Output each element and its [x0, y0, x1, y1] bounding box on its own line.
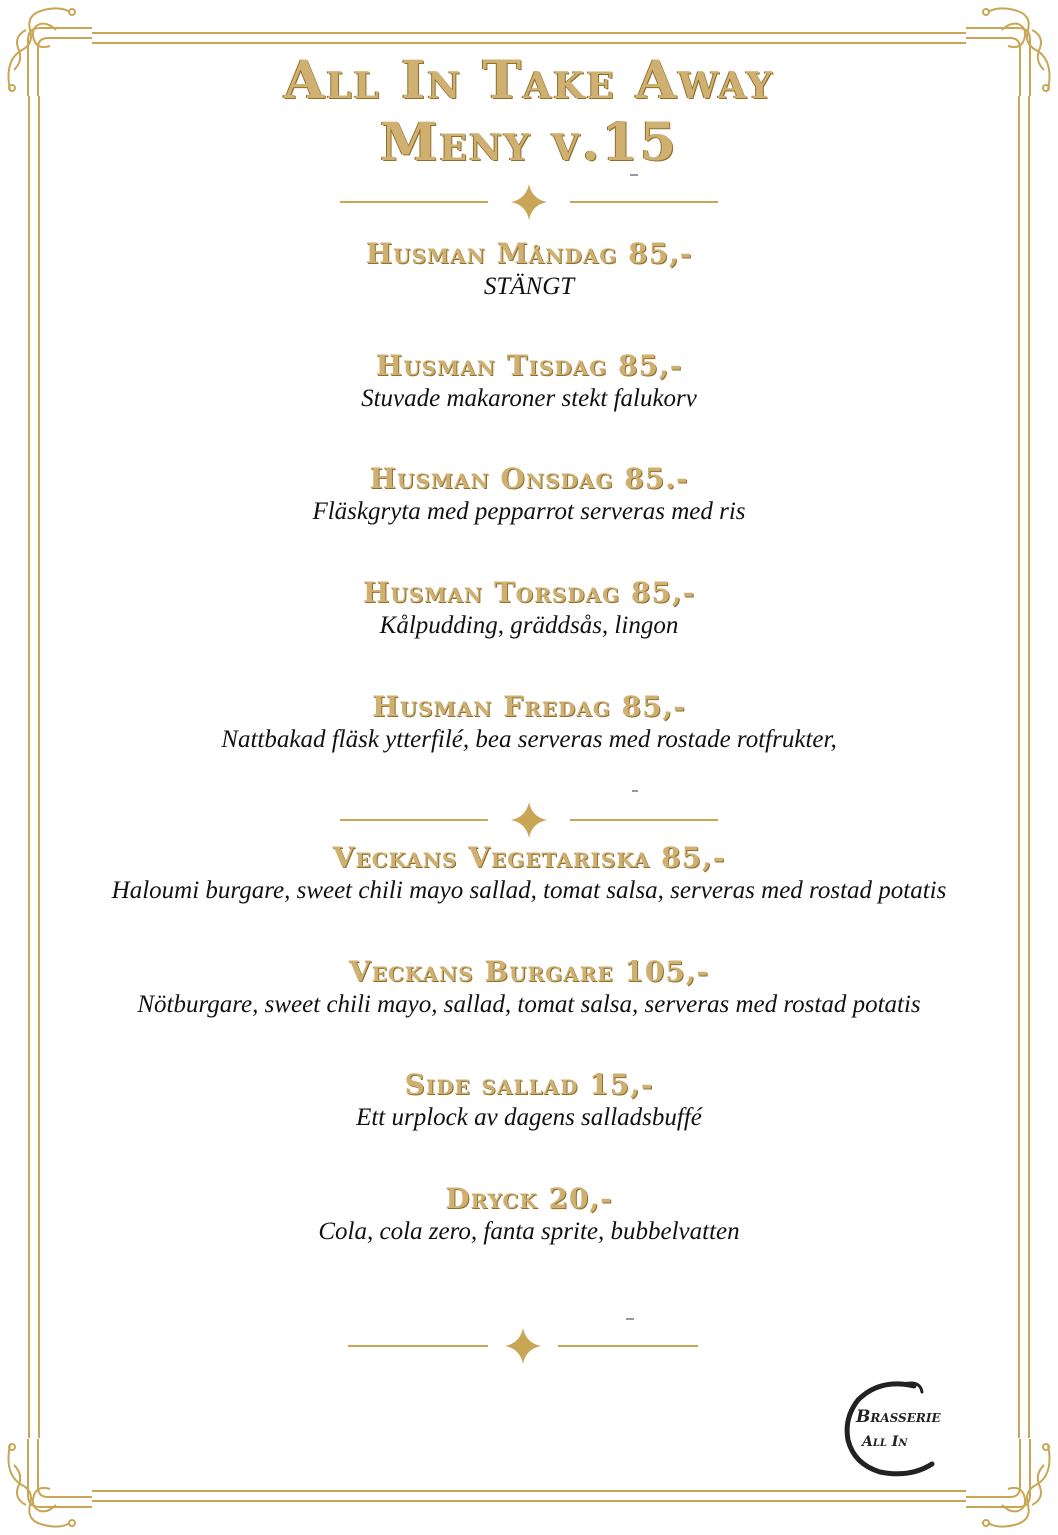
menu-item-thursday: [0, 576, 1058, 642]
menu-item-description: Stuvade makaroner stekt falukorv: [361, 385, 697, 412]
brasserie-logo: [840, 1378, 958, 1478]
menu-item-description: Kålpudding, gräddsås, lingon: [379, 612, 679, 639]
menu-item-vegetarian: [0, 841, 1058, 907]
frame-bottom-inner: [92, 1490, 966, 1492]
menu-item-monday: [0, 237, 1058, 303]
frame-bottom-outer: [92, 1500, 966, 1502]
menu-item-heading: Husman Onsdag 85.-: [369, 462, 689, 495]
menu-item-heading: Husman Fredag 85,-: [372, 690, 686, 723]
menu-item-heading: Husman Tisdag 85,-: [375, 349, 683, 382]
menu-item-description: Ett urplock av dagens salladsbuffé: [356, 1104, 702, 1131]
menu-item-heading: Side sallad 15,-: [404, 1068, 654, 1101]
stray-mark: [632, 790, 638, 792]
menu-item-friday: [0, 690, 1058, 756]
menu-item-description: Haloumi burgare, sweet chili mayo sallad, tomat salsa, serveras med rostad potatis: [111, 877, 947, 904]
menu-item-heading: Husman Torsdag 85,-: [362, 576, 696, 609]
logo-line1: Brasserie: [856, 1407, 941, 1427]
menu-item-description: STÄNGT: [483, 273, 575, 300]
menu-item-description: Fläskgryta med pepparrot serveras med ris: [312, 498, 746, 525]
page-subtitle: Meny v.15: [379, 112, 679, 173]
frame-top-outer: [92, 32, 966, 34]
menu-item-description: Cola, cola zero, fanta sprite, bubbelvatten: [318, 1218, 740, 1245]
stray-mark: [630, 174, 638, 176]
menu-item-heading: Dryck 20,-: [445, 1182, 613, 1215]
menu-item-tuesday: [0, 349, 1058, 415]
menu-item-drink: [0, 1182, 1058, 1248]
divider-star-bottom: [340, 1326, 718, 1366]
divider-star-middle: [340, 800, 718, 840]
logo-line2: All In: [862, 1434, 908, 1450]
menu-item-side-salad: [0, 1068, 1058, 1134]
menu-item-description: Nattbakad fläsk ytterfilé, bea serveras med rostade rotfrukter,: [221, 726, 837, 753]
stray-mark: [626, 1318, 634, 1320]
menu-item-burger: [0, 955, 1058, 1021]
menu-item-description: Nötburgare, sweet chili mayo, sallad, tomat salsa, serveras med rostad potatis: [137, 991, 921, 1018]
menu-item-heading: Veckans Vegetariska 85,-: [332, 841, 726, 874]
divider-star-top: [340, 182, 718, 222]
corner-ornament-bottom-left: [0, 1435, 100, 1535]
menu-item-wednesday: [0, 462, 1058, 528]
menu-item-heading: Husman Måndag 85,-: [365, 237, 693, 270]
frame-top-inner: [92, 42, 966, 44]
page-title: All In Take Away: [283, 50, 775, 111]
menu-item-heading: Veckans Burgare 105,-: [348, 955, 710, 988]
corner-ornament-bottom-right: [958, 1435, 1058, 1535]
